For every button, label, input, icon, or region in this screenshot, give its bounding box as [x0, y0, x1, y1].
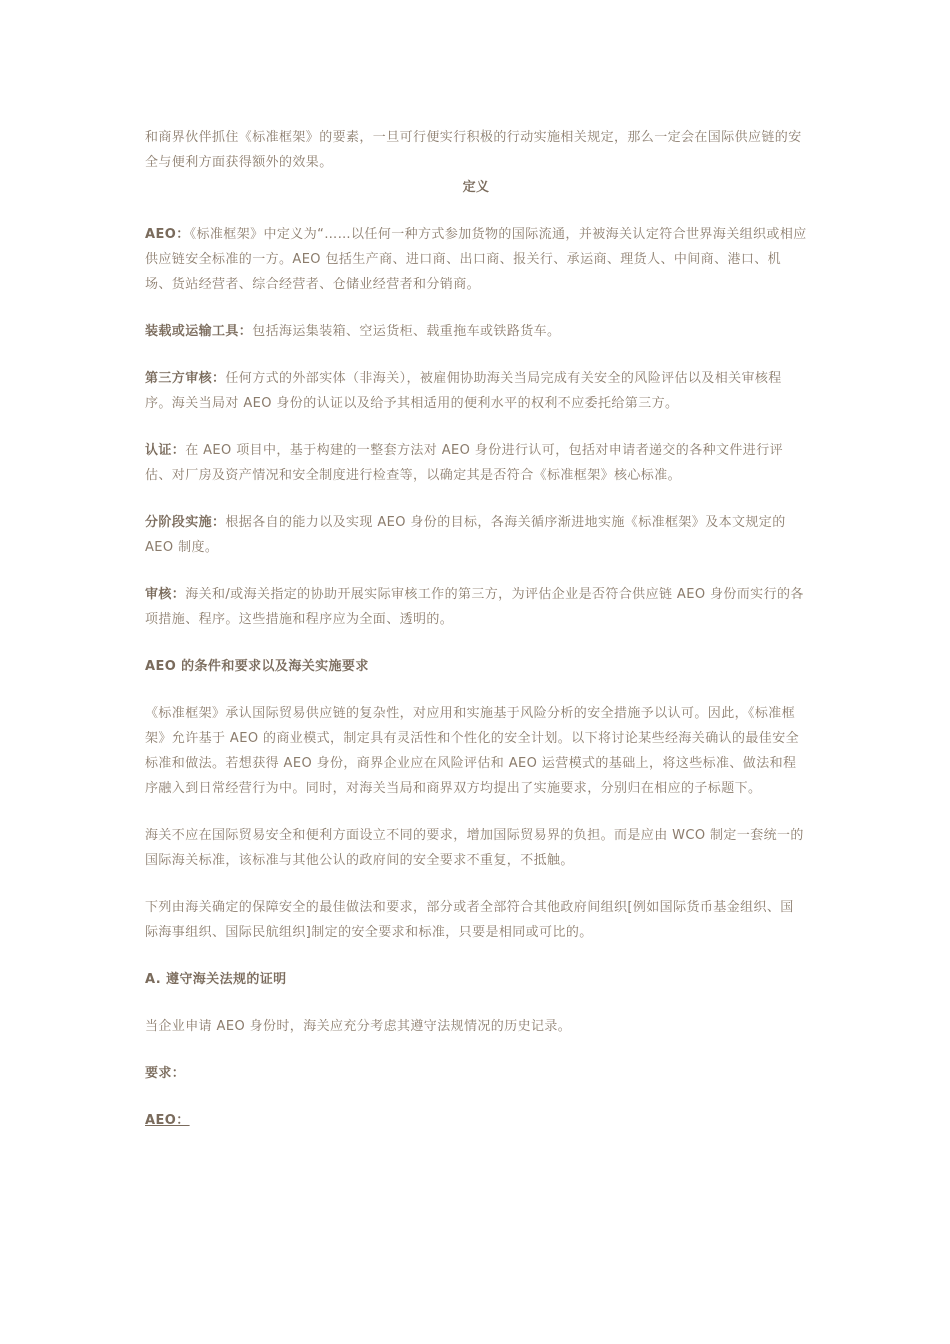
section-title: AEO 的条件和要求以及海关实施要求: [145, 659, 369, 674]
definitions-title: 定义: [462, 180, 490, 195]
definition-text: 根据各自的能力以及实现 AEO 身份的目标，各海关循序渐进地实施《标准框架》及本文规定的 AEO 制度。: [145, 515, 786, 555]
definition-third-party-audit: [145, 366, 807, 416]
definition-text: 在 AEO 项目中，基于构建的一整套方法对 AEO 身份进行认可，包括对申请者递交的各种文件进行评估、对厂房及资产情况和安全制度进行检查等，以确定其是否符合《标准框架》核心标准。: [145, 443, 784, 483]
definition-term: 分阶段实施：: [145, 515, 226, 530]
definition-text: 包括海运集装箱、空运货柜、载重拖车或铁路货车。: [252, 324, 561, 339]
definition-audit: [145, 582, 807, 632]
intro-paragraph: 和商界伙伴抓住《标准框架》的要素，一旦可行便实行积极的行动实施相关规定，那么一定会在国际供应链的安全与便利方面获得额外的效果。: [145, 130, 802, 170]
definition-certification: [145, 438, 807, 488]
definition-text: 海关和/或海关指定的协助开展实际审核工作的第三方，为评估企业是否符合供应链 AEO 身份而实行的各项措施、程序。这些措施和程序应为全面、透明的。: [145, 587, 804, 627]
subsection-title: A. 遵守海关法规的证明: [145, 972, 287, 987]
body-paragraph: 《标准框架》承认国际贸易供应链的复杂性，对应用和实施基于风险分析的安全措施予以认可。因此，《标准框架》允许基于 AEO 的商业模式，制定具有灵活性和个性化的安全计划。以下将讨论某些经海关确认的最佳安全标准和做法。若想获得 AEO 身份，商界企业应在风险评估和 AEO 运营模式的基础上，将这些标准、做法和程序融入到日常经营行为中。同时，对海关当局和商界双方均提出了实施要求，分别归在相应的子标题下。: [145, 706, 800, 796]
definition-phased-implementation: [145, 510, 807, 560]
definition-term: 审核：: [145, 587, 186, 602]
body-paragraph: 下列由海关确定的保障安全的最佳做法和要求，部分或者全部符合其他政府间组织[例如国际货币基金组织、国际海事组织、国际民航组织]制定的安全要求和标准，只要是相同或可比的。: [145, 900, 794, 940]
definition-text: 《标准框架》中定义为“……以任何一种方式参加货物的国际流通，并被海关认定符合世界海关组织或相应供应链安全标准的一方。AEO 包括生产商、进口商、出口商、报关行、承运商、理货人、中间商、港口、机场、货站经营者、综合经营者、仓储业经营者和分销商。: [145, 227, 807, 292]
definition-term: 装载或运输工具：: [145, 324, 253, 339]
definition-conveyance: [145, 319, 807, 344]
definition-term: AEO：: [145, 227, 190, 242]
body-paragraph: 海关不应在国际贸易安全和便利方面设立不同的要求，增加国际贸易界的负担。而是应由 WCO 制定一套统一的国际海关标准，该标准与其他公认的政府间的安全要求不重复，不抵触。: [145, 828, 804, 868]
requirements-label: 要求：: [145, 1066, 186, 1081]
definition-term: 认证：: [145, 443, 186, 458]
definition-term: 第三方审核：: [145, 371, 226, 386]
document-body: [145, 125, 807, 1133]
subsection-paragraph: 当企业申请 AEO 身份时，海关应充分考虑其遵守法规情况的历史记录。: [145, 1019, 572, 1034]
aeo-label: AEO：: [145, 1113, 190, 1128]
definition-text: 任何方式的外部实体（非海关），被雇佣协助海关当局完成有关安全的风险评估以及相关审核程序。海关当局对 AEO 身份的认证以及给予其相适用的便利水平的权利不应委托给第三方。: [145, 371, 782, 411]
definition-aeo: [145, 222, 807, 297]
